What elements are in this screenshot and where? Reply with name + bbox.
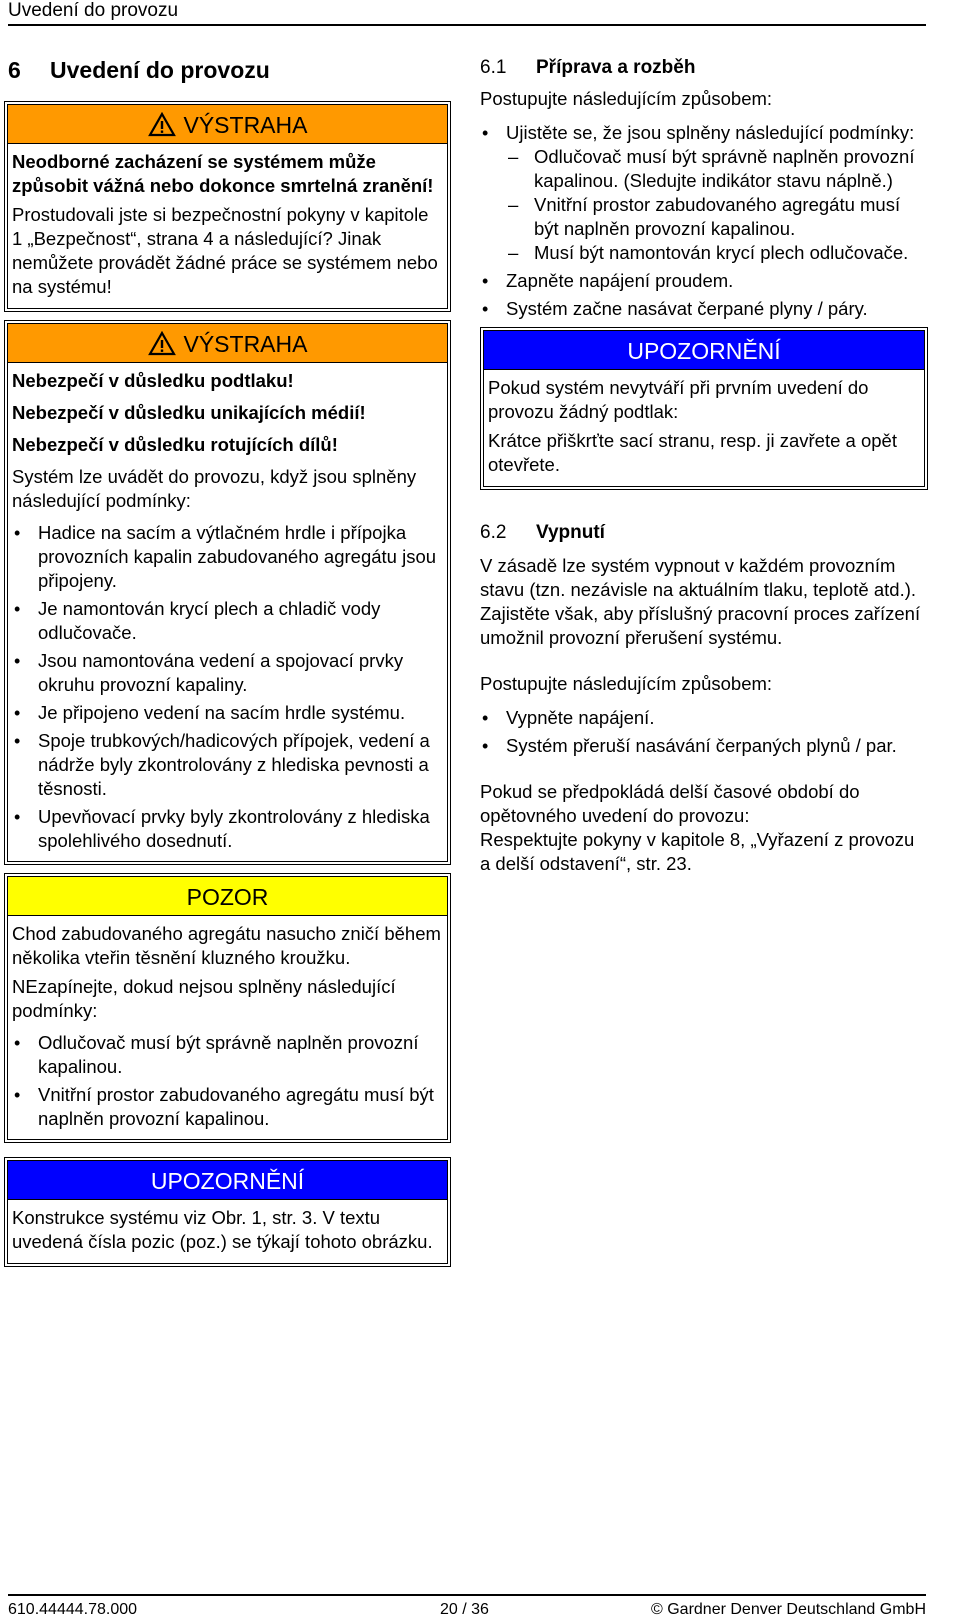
danger-text: Nebezpečí v důsledku unikajících médií! (12, 402, 366, 423)
list-item: • Upevňovací prvky byly zkontrolovány z hlediska spolehlivého dosednutí. (12, 805, 443, 853)
section-heading (8, 55, 451, 85)
section-6-1-number: 6.1 (480, 57, 507, 78)
danger-text: Nebezpečí v důsledku rotujících dílů! (12, 434, 338, 455)
sub-conditions-list (506, 145, 928, 265)
warning-triangle-icon (148, 331, 176, 356)
warning-box-2-title: VÝSTRAHA (183, 331, 308, 357)
caution-text-1: Chod zabudovaného agregátu nasucho zničí během několika vteřin těsnění kluzného kroužku. (12, 923, 441, 968)
list-item: • Systém začne nasávat čerpané plyny / páry. (480, 297, 928, 321)
sub-list-item: – Musí být namontován krycí plech odlučovače. (506, 241, 928, 265)
warning-box-2-intro: Systém lze uvádět do provozu, když jsou splněny následující podmínky: (12, 466, 417, 511)
list-item: • Odlučovač musí být správně naplněn provozní kapalinou. (12, 1031, 443, 1079)
notice-box-1-title: UPOZORNĚNÍ (150, 1168, 305, 1194)
page-header (8, 0, 926, 26)
section-title: Uvedení do provozu (50, 57, 270, 83)
warning-box-1 (4, 101, 451, 312)
section-6-2-p1: V zásadě lze systém vypnout v každém provozním stavu (tzn. nezávisle na aktuálním tlaku, teplotě atd.). (480, 555, 917, 600)
list-item: • Vypněte napájení. (480, 706, 928, 730)
warning-box-1-header (8, 105, 447, 144)
list-item (480, 121, 928, 265)
warning-triangle-icon (148, 112, 176, 137)
section-6-1-title: Příprava a rozběh (536, 57, 696, 78)
section-number: 6 (8, 57, 21, 83)
list-item: • Jsou namontována vedení a spojovací prvky okruhu provozní kapaliny. (12, 649, 443, 697)
section-6-2-p2: Zajistěte však, aby příslušný pracovní proces zařízení umožnil provozní přerušení systému. (480, 603, 921, 648)
warning-box-1-bold: Neodborné zacházení se systémem může způsobit vážná nebo dokonce smrtelná zranění! (12, 151, 434, 196)
list-item: • Spoje trubkových/hadicových přípojek, vedení a nádrže byly zkontrolovány z hlediska pevnosti a těsnosti. (12, 729, 443, 801)
footer-doc-number: 610.44444.78.000 (8, 1601, 138, 1618)
section-6-1-intro: Postupujte následujícím způsobem: (480, 88, 773, 109)
sub-list-item: – Vnitřní prostor zabudovaného agregátu musí být naplněn provozní kapalinou. (506, 193, 928, 241)
page-footer (8, 1594, 926, 1618)
notice-box-1-text: Konstrukce systému viz Obr. 1, str. 3. V textu uvedená čísla pozic (poz.) se týkají tohoto obrázku. (12, 1207, 433, 1252)
sub-list-item: – Odlučovač musí být správně naplněn provozní kapalinou. (Sledujte indikátor stavu náplně.) (506, 145, 928, 193)
notice-box-2-header (484, 331, 924, 370)
header-title: Uvedení do provozu (8, 0, 179, 21)
preparation-list (480, 121, 928, 321)
warning-box-1-text: Prostudovali jste si bezpečnostní pokyny v kapitole 1 „Bezpečnost“, strana 4 a následující? Jinak nemůžete provádět žádné práce se systémem nebo na systému! (12, 204, 438, 297)
list-item: • Zapněte napájení proudem. (480, 269, 928, 293)
notice-box-2 (480, 327, 928, 490)
caution-list (12, 1031, 443, 1131)
caution-box-title: POZOR (186, 884, 269, 910)
list-item: • Hadice na sacím a výtlačném hrdle i přípojka provozních kapalin zabudovaného agregátu jsou připojeny. (12, 521, 443, 593)
list-item: • Systém přeruší nasávání čerpaných plynů / par. (480, 734, 928, 758)
caution-box-header (8, 877, 447, 916)
section-6-2-p5: Respektujte pokyny v kapitole 8, „Vyřazení z provozu a delší odstavení“, str. 23. (480, 829, 915, 874)
footer-copyright: © Gardner Denver Deutschland GmbH (650, 1601, 926, 1618)
warning-box-1-title: VÝSTRAHA (183, 112, 308, 138)
section-6-2-p4: Pokud se předpokládá delší časové období do opětovného uvedení do provozu: (480, 781, 860, 826)
section-6-2-heading (480, 520, 928, 546)
list-item-text: Ujistěte se, že jsou splněny následující podmínky: (506, 122, 915, 143)
section-6-1-heading (480, 55, 928, 81)
notice-box-2-text-1: Pokud systém nevytváří při prvním uvedení do provozu žádný podtlak: (488, 377, 869, 422)
caution-box (4, 873, 451, 1143)
section-6-2-number: 6.2 (480, 522, 507, 543)
shutdown-list (480, 706, 928, 758)
footer-page-number: 20 / 36 (440, 1601, 489, 1618)
left-column (4, 55, 451, 1275)
warning-box-2-header (8, 324, 447, 363)
conditions-list (12, 521, 443, 853)
warning-box-2 (4, 320, 451, 865)
caution-text-2: NEzapínejte, dokud nejsou splněny následující podmínky: (12, 976, 396, 1021)
notice-box-1 (4, 1157, 451, 1267)
right-column (480, 55, 928, 881)
notice-box-2-text-2: Krátce přiškrťte sací stranu, resp. ji zavřete a opět otevřete. (488, 430, 897, 475)
list-item: • Je namontován krycí plech a chladič vody odlučovače. (12, 597, 443, 645)
danger-text: Nebezpečí v důsledku podtlaku! (12, 370, 294, 391)
notice-box-2-title: UPOZORNĚNÍ (627, 338, 781, 364)
list-item: • Je připojeno vedení na sacím hrdle systému. (12, 701, 443, 725)
section-6-2-p3: Postupujte následujícím způsobem: (480, 673, 773, 694)
list-item: • Vnitřní prostor zabudovaného agregátu musí být naplněn provozní kapalinou. (12, 1083, 443, 1131)
section-6-2-title: Vypnutí (536, 522, 605, 543)
notice-box-1-header (8, 1161, 447, 1200)
